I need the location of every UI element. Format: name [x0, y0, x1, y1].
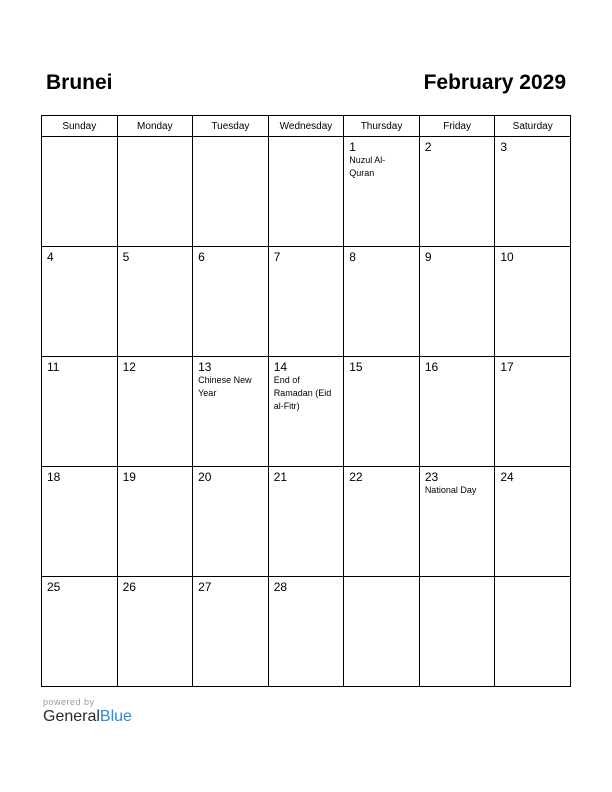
day-number: 2 — [424, 140, 432, 154]
day-cell — [117, 137, 193, 247]
day-cell — [193, 247, 269, 357]
day-cell — [117, 357, 193, 467]
day-cell — [193, 577, 269, 687]
day-cell — [42, 357, 118, 467]
day-cell — [117, 467, 193, 577]
day-cell — [117, 577, 193, 687]
day-cell — [268, 247, 344, 357]
holiday-label: Ramadan (Eid — [273, 388, 332, 398]
day-cell — [117, 247, 193, 357]
week-row — [42, 577, 571, 687]
day-number: 9 — [424, 250, 432, 264]
holiday-label: Quran — [349, 168, 375, 178]
day-cell — [419, 357, 495, 467]
holiday-label: National Day — [424, 485, 477, 495]
day-cell — [42, 467, 118, 577]
day-cell — [268, 577, 344, 687]
day-number: 26 — [122, 580, 136, 594]
day-number: 12 — [122, 360, 136, 374]
day-number: 10 — [500, 250, 514, 264]
day-number: 1 — [349, 140, 356, 154]
day-number: 4 — [47, 250, 54, 264]
day-number: 24 — [500, 470, 514, 484]
day-cell — [419, 247, 495, 357]
day-number: 23 — [424, 470, 439, 484]
day-cell — [344, 577, 420, 687]
day-cell — [42, 137, 118, 247]
weekday-monday: Monday — [117, 116, 193, 137]
day-cell — [495, 577, 571, 687]
month-title: February 2029 — [423, 71, 566, 94]
day-cell — [495, 137, 571, 247]
day-number: 22 — [349, 470, 363, 484]
day-number: 17 — [500, 360, 514, 374]
week-row — [42, 467, 571, 577]
day-number: 25 — [47, 580, 61, 594]
day-number: 3 — [500, 140, 508, 154]
holiday-label: Chinese New — [198, 375, 252, 385]
day-cell — [344, 247, 420, 357]
holiday-label: End of — [273, 375, 300, 385]
day-cell — [495, 247, 571, 357]
day-cell — [344, 357, 420, 467]
weekday-saturday: Saturday — [495, 116, 571, 137]
day-cell — [193, 467, 269, 577]
day-cell — [344, 467, 420, 577]
day-number: 6 — [198, 250, 205, 264]
day-number: 15 — [349, 360, 363, 374]
generalblue-logo — [43, 708, 132, 726]
day-number: 8 — [349, 250, 356, 264]
week-row — [42, 357, 571, 467]
weekday-friday: Friday — [419, 116, 495, 137]
day-number: 21 — [273, 470, 288, 484]
day-cell — [42, 577, 118, 687]
day-cell — [419, 467, 495, 577]
weekday-thursday: Thursday — [344, 116, 420, 137]
day-number: 13 — [198, 360, 212, 374]
day-number: 28 — [273, 580, 288, 594]
day-number: 18 — [47, 470, 61, 484]
logo-blue-text: Blue — [99, 708, 132, 725]
day-number: 14 — [273, 360, 288, 374]
logo-general-text: General — [43, 708, 100, 725]
day-number: 27 — [198, 580, 212, 594]
day-cell — [495, 467, 571, 577]
day-cell — [193, 357, 269, 467]
weekday-tuesday: Tuesday — [193, 116, 269, 137]
day-cell — [495, 357, 571, 467]
day-cell — [42, 247, 118, 357]
powered-by-label: powered by — [43, 697, 95, 707]
day-cell — [193, 137, 269, 247]
weekday-wednesday: Wednesday — [268, 116, 344, 137]
week-row — [42, 247, 571, 357]
day-cell — [268, 357, 344, 467]
day-number: 7 — [273, 250, 281, 264]
day-cell — [268, 137, 344, 247]
day-number: 16 — [424, 360, 439, 374]
calendar-grid — [41, 115, 571, 687]
weekday-sunday: Sunday — [42, 116, 118, 137]
day-number: 5 — [122, 250, 130, 264]
brand-footer — [43, 697, 132, 726]
day-number: 19 — [122, 470, 136, 484]
day-cell — [268, 467, 344, 577]
day-cell — [344, 137, 420, 247]
day-cell — [419, 137, 495, 247]
weekday-header-row — [42, 116, 571, 137]
day-cell — [419, 577, 495, 687]
country-title: Brunei — [46, 71, 113, 94]
holiday-label: Year — [198, 388, 217, 398]
holiday-label: al-Fitr) — [273, 401, 300, 411]
holiday-label: Nuzul Al- — [349, 155, 386, 165]
week-row — [42, 137, 571, 247]
day-number: 11 — [47, 360, 60, 374]
day-number: 20 — [198, 470, 212, 484]
